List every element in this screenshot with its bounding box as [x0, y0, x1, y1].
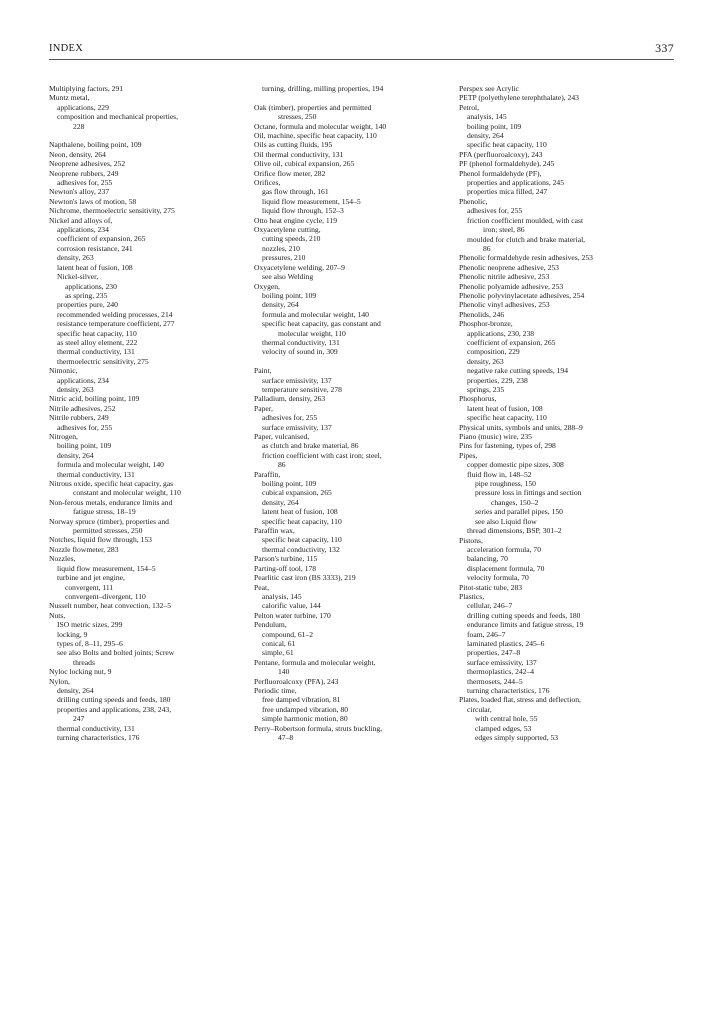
index-subentry: endurance limits and fatigue stress, 19	[467, 620, 584, 630]
index-subentry: see also Welding	[262, 272, 314, 282]
index-entry: Nozzle flowmeter, 283	[49, 544, 119, 554]
index-subentry: ISO metric sizes, 299	[57, 620, 123, 630]
index-entry: Oak (timber), properties and permitted	[254, 102, 372, 112]
index-entry: Nuts,	[49, 610, 66, 620]
index-entry: Nitrogen,	[49, 432, 78, 442]
index-subentry: locking, 9	[57, 629, 88, 639]
index-entry: Pelton water turbine, 170	[254, 610, 331, 620]
index-entry: PETP (polyethylene terephthalate), 243	[459, 93, 579, 103]
index-entry: Nitric acid, boiling point, 109	[49, 394, 140, 404]
index-subentry: specific heat capacity, 110	[57, 328, 137, 338]
index-subentry: turning characteristics, 176	[467, 686, 550, 695]
index-entry: Paper,	[254, 403, 273, 413]
index-entry: Phosphor-bronze,	[459, 319, 513, 329]
index-entry: Phenolic,	[459, 196, 488, 206]
index-entry: Newton's laws of motion, 58	[49, 196, 137, 206]
index-entry: Nozzles,	[49, 554, 76, 564]
index-entry: Notches, liquid flow through, 153	[49, 535, 152, 545]
index-subentry: iron; steel, 86	[483, 225, 525, 235]
index-subentry: cutting speeds, 210	[262, 234, 321, 244]
index-entry: Periodic time,	[254, 685, 297, 695]
index-subentry: corrosion resistance, 241	[57, 243, 133, 253]
index-subentry: balancing, 70	[467, 554, 508, 564]
index-subentry: thermal conductivity, 131	[57, 347, 135, 357]
index-subentry: foam, 246–7	[467, 629, 506, 639]
header-rule	[49, 59, 674, 60]
index-subentry: 47–8	[278, 733, 294, 742]
index-subentry: applications, 229	[57, 102, 109, 112]
index-subentry: Nickel-silver,	[57, 272, 99, 282]
index-entry: Orifice flow meter, 282	[254, 168, 326, 178]
index-subentry: see also Liquid flow	[475, 516, 537, 526]
index-subentry: 247	[73, 714, 85, 724]
index-subentry: surface emissivity, 137	[262, 422, 332, 432]
index-entry: Newton's alloy, 237	[49, 187, 110, 197]
index-entry: Pistons,	[459, 535, 483, 545]
index-entry: Paraffin,	[254, 469, 281, 479]
index-entry: Phenolic formaldehyde resin adhesives, 253	[459, 253, 593, 263]
index-entry: PFA (perfluoroalcoxy), 243	[459, 149, 543, 159]
index-subentry: 86	[278, 460, 286, 470]
index-subentry: analysis, 145	[262, 591, 302, 601]
index-subentry: density, 264	[57, 450, 94, 460]
index-subentry: nozzles, 210	[262, 243, 300, 253]
index-subentry: applications, 230, 238	[467, 328, 535, 338]
index-subentry: turning, drilling, milling properties, 194	[262, 84, 384, 93]
index-subentry: as spring, 235	[65, 290, 108, 300]
index-subentry: density, 264	[467, 131, 504, 141]
index-subentry: properties pure, 240	[57, 300, 118, 310]
index-entry: Oxygen,	[254, 281, 280, 291]
index-subentry: latent heat of fusion, 108	[467, 403, 543, 413]
index-subentry: composition, 229	[467, 347, 520, 357]
index-entry: Nitrile adhesives, 252	[49, 403, 116, 413]
index-entry: Oxyacetylene welding, 207–9	[254, 262, 345, 272]
index-column-3	[459, 84, 655, 742]
index-subentry: coefficient of expansion, 265	[467, 337, 556, 347]
page-number: 337	[655, 41, 674, 55]
index-subentry: specific heat capacity, 110	[262, 516, 342, 526]
index-entry: Phenolic neoprene adhesive, 253	[459, 262, 559, 272]
index-subentry: free undamped vibration, 80	[262, 704, 349, 714]
index-subentry: turbine and jet engine,	[57, 573, 125, 583]
index-subentry: series and parallel pipes, 150	[475, 507, 563, 517]
index-subentry: with central hole, 55	[475, 714, 538, 724]
index-entry: Parson's turbine, 115	[254, 554, 318, 564]
entry-gap	[254, 357, 450, 366]
index-subentry: fatigue stress, 18–19	[73, 507, 136, 517]
index-subentry: applications, 230	[65, 281, 117, 291]
index-subentry: cellular, 246–7	[467, 601, 513, 611]
index-entry: Oil thermal conductivity, 131	[254, 149, 344, 159]
index-subentry: changes, 150–2	[491, 497, 539, 507]
index-entry: PF (phenol formaldehyde), 245	[459, 159, 555, 169]
index-subentry: thermosets, 244–5	[467, 676, 523, 686]
index-subentry: stresses, 250	[278, 112, 317, 122]
index-entry: Paraffin wax,	[254, 526, 295, 536]
index-entry: Pendulum,	[254, 620, 287, 630]
index-subentry: drilling cutting speeds and feeds, 180	[57, 695, 171, 705]
index-subentry: moulded for clutch and brake material,	[467, 234, 586, 244]
index-entry: Pipes,	[459, 450, 478, 460]
index-entry: Neoprene adhesives, 252	[49, 159, 126, 169]
index-entry: Perry–Robertson formula, struts buckling,	[254, 723, 383, 733]
index-entry: Paint,	[254, 366, 272, 376]
index-subentry: thermoelectric sensitivity, 275	[57, 356, 149, 366]
index-subentry: simple, 61	[262, 648, 294, 658]
index-subentry: latent heat of fusion, 108	[57, 262, 133, 272]
index-entry: Oxyacetylene cutting,	[254, 225, 321, 235]
index-entry: Phenolic vinyl adhesives, 253	[459, 300, 550, 310]
index-entry: Octane, formula and molecular weight, 140	[254, 121, 387, 131]
index-subentry: properties and applications, 238, 243,	[57, 704, 172, 714]
index-entry: Oil, machine, specific heat capacity, 110	[254, 131, 377, 141]
index-subentry: adhesives for, 255	[262, 413, 318, 423]
index-subentry: surface emissivity, 137	[467, 657, 537, 667]
index-entry: Nitrile rubbers, 249	[49, 413, 109, 423]
index-entry: Norway spruce (timber), properties and	[49, 516, 169, 526]
index-entry: Muntz metal,	[49, 93, 90, 103]
index-subentry: conical, 61	[262, 638, 296, 648]
index-subentry: fluid flow in, 148–52	[467, 469, 532, 479]
index-subentry: composition and mechanical properties,	[57, 112, 179, 122]
index-entry: Pitot-static tube, 283	[459, 582, 523, 592]
index-entry: Phenol formaldehyde (PF),	[459, 168, 542, 178]
index-entry: Petrol,	[459, 102, 480, 112]
index-subentry: copper domestic pipe sizes, 308	[467, 460, 564, 470]
index-entry: Olive oil, cubical expansion, 265	[254, 159, 355, 169]
index-subentry: convergent, 111	[65, 582, 114, 592]
index-subentry: formula and molecular weight, 140	[57, 460, 164, 470]
index-column-1	[49, 84, 245, 742]
index-subentry: as clutch and brake material, 86	[262, 441, 359, 451]
index-subentry: laminated plastics, 245–6	[467, 638, 545, 648]
index-entry: Pins for fastening, types of, 298	[459, 441, 556, 451]
index-entry: Nichrome, thermoelectric sensitivity, 275	[49, 206, 175, 216]
index-subentry: properties, 229, 238	[467, 375, 528, 385]
index-subentry: coefficient of expansion, 265	[57, 234, 146, 244]
index-subentry: temperature sensitive, 278	[262, 384, 342, 394]
index-subentry: calorific value, 144	[262, 601, 321, 611]
index-subentry: density, 263	[57, 384, 94, 394]
index-subentry: adhesives for, 255	[467, 206, 523, 216]
index-subentry: specific heat capacity, 110	[467, 413, 547, 423]
index-subentry: displacement formula, 70	[467, 563, 545, 573]
index-subentry: applications, 234	[57, 375, 109, 385]
index-subentry: density, 264	[262, 497, 299, 507]
index-entry: Phosphorus,	[459, 394, 497, 404]
index-subentry: 86	[483, 243, 491, 253]
entry-gap	[254, 93, 450, 102]
index-subentry: simple harmonic motion, 80	[262, 714, 348, 724]
index-entry: Otto heat engine cycle, 119	[254, 215, 338, 225]
index-subentry: pressures, 210	[262, 253, 306, 263]
index-subentry: permitted stresses, 250	[73, 526, 143, 536]
page-header	[49, 43, 674, 59]
index-entry: Multiplying factors, 291	[49, 84, 124, 93]
index-subentry: convergent–divergent, 110	[65, 591, 146, 601]
index-subentry: liquid flow measurement, 154–5	[262, 196, 361, 206]
index-entry: Phenolic nitrile adhesive, 253	[459, 272, 550, 282]
index-entry: Neon, density, 264	[49, 149, 106, 159]
index-subentry: friction coefficient moulded, with cast	[467, 215, 584, 225]
index-subentry: properties, 247–8	[467, 648, 521, 658]
index-subentry: boiling point, 109	[262, 290, 317, 300]
index-entry: Peat,	[254, 582, 269, 592]
index-subentry: liquid flow measurement, 154–5	[57, 563, 156, 573]
index-subentry: density, 263	[467, 356, 504, 366]
header-title: INDEX	[49, 43, 84, 54]
index-entry: Perfluoroalcoxy (PFA), 243	[254, 676, 339, 686]
index-subentry: 228	[73, 121, 85, 131]
index-entry: Parting-off tool, 178	[254, 563, 317, 573]
index-subentry: adhesives for, 255	[57, 178, 113, 188]
index-entry: Physical units, symbols and units, 288–9	[459, 422, 583, 432]
index-entry: Nickel and alloys of,	[49, 215, 113, 225]
index-entry: Nitrous oxide, specific heat capacity, gas	[49, 479, 174, 489]
index-entry: Phenolic polyamide adhesive, 253	[459, 281, 564, 291]
index-entry: Piano (music) wire, 235	[459, 432, 532, 442]
index-entry: Oils as cutting fluids, 195	[254, 140, 333, 150]
index-entry: Neoprene rubbers, 249	[49, 168, 119, 178]
index-subentry: formula and molecular weight, 140	[262, 309, 369, 319]
index-subentry: density, 263	[57, 253, 94, 263]
index-entry: Nimonic,	[49, 366, 78, 376]
index-subentry: properties mica filled, 247	[467, 187, 548, 197]
index-entry: Plates, loaded flat, stress and deflection,	[459, 695, 581, 705]
index-subentry: resistance temperature coefficient, 277	[57, 319, 175, 329]
index-subentry: types of, 8–11, 295–6	[57, 638, 123, 648]
index-entry: Pentane, formula and molecular weight,	[254, 657, 376, 667]
index-subentry: compound, 61–2	[262, 629, 314, 639]
index-subentry: velocity of sound in, 309	[262, 347, 338, 357]
index-subentry: circular,	[467, 704, 492, 714]
index-entry: Napthalene, boiling point, 109	[49, 140, 142, 150]
index-subentry: as steel alloy element, 222	[57, 337, 138, 347]
index-subentry: thread dimensions, BSP, 301–2	[467, 526, 562, 536]
index-entry: Non-ferous metals, endurance limits and	[49, 497, 173, 507]
index-subentry: specific heat capacity, 110	[262, 535, 342, 545]
index-subentry: density, 264	[262, 300, 299, 310]
entry-gap	[49, 131, 245, 140]
index-subentry: properties and applications, 245	[467, 178, 565, 188]
index-column-2	[254, 84, 450, 742]
index-subentry: gas flow through, 161	[262, 187, 329, 197]
index-subentry: velocity formula, 70	[467, 573, 529, 583]
index-subentry: specific heat capacity, gas constant and	[262, 319, 381, 329]
index-entry: Nylon,	[49, 676, 70, 686]
index-subentry: thermal conductivity, 131	[57, 723, 135, 733]
index-subentry: constant and molecular weight, 110	[73, 488, 181, 498]
index-subentry: density, 264	[57, 685, 94, 695]
index-subentry: boiling point, 109	[467, 121, 522, 131]
index-entry: Perspex see Acrylic	[459, 84, 519, 93]
index-entry: Palladium, density, 263	[254, 394, 326, 404]
index-subentry: negative rake cutting speeds, 194	[467, 366, 569, 376]
index-entry: Phenolic polyvinylacetate adhesives, 254	[459, 290, 585, 300]
index-subentry: edges simply supported, 53	[475, 733, 559, 743]
index-subentry: drilling cutting speeds and feeds, 180	[467, 610, 581, 620]
index-subentry: thermal conductivity, 131	[57, 469, 135, 479]
index-subentry: liquid flow through, 152–3	[262, 206, 344, 216]
index-subentry: pressure loss in fittings and section	[475, 488, 582, 498]
index-subentry: thermoplastics, 242–4	[467, 667, 535, 677]
index-subentry: analysis, 145	[467, 112, 507, 122]
index-subentry: threads	[73, 657, 95, 667]
index-subentry: acceleration formula, 70	[467, 544, 542, 554]
index-entry: Nusselt number, heat convection, 132–5	[49, 601, 172, 611]
index-entry: Pearlitic cast iron (BS 3333), 219	[254, 573, 356, 583]
index-subentry: clamped edges, 53	[475, 723, 532, 733]
index-subentry: friction coefficient with cast iron; steel,	[262, 450, 382, 460]
index-subentry: see also Bolts and bolted joints; Screw	[57, 648, 175, 658]
index-subentry: springs, 235	[467, 385, 505, 394]
index-subentry: specific heat capacity, 110	[467, 140, 547, 150]
index-entry: Plastics,	[459, 591, 485, 601]
index-subentry: free damped vibration, 81	[262, 695, 341, 705]
index-subentry: thermal conductivity, 131	[262, 337, 340, 347]
index-subentry: latent heat of fusion, 108	[262, 507, 338, 517]
index-subentry: pipe roughness, 150	[475, 479, 536, 489]
index-subentry: applications, 234	[57, 225, 109, 235]
index-subentry: boiling point, 109	[57, 441, 112, 451]
index-subentry: turning characteristics, 176	[57, 733, 140, 743]
index-entry: Paper, vulcanised,	[254, 432, 310, 441]
index-subentry: cubical expansion, 265	[262, 488, 332, 498]
index-subentry: boiling point, 109	[262, 479, 317, 489]
index-subentry: thermal conductivity, 132	[262, 544, 340, 554]
index-subentry: surface emissivity, 137	[262, 375, 332, 385]
index-entry: Nyloc locking nut, 9	[49, 667, 112, 677]
index-entry: Phenolids, 246	[459, 309, 505, 319]
index-subentry: 140	[278, 667, 290, 677]
index-entry: Orifices,	[254, 178, 281, 188]
index-subentry: adhesives for, 255	[57, 422, 113, 432]
index-subentry: recommended welding processes, 214	[57, 309, 173, 319]
index-subentry: molecular weight, 110	[278, 328, 346, 338]
